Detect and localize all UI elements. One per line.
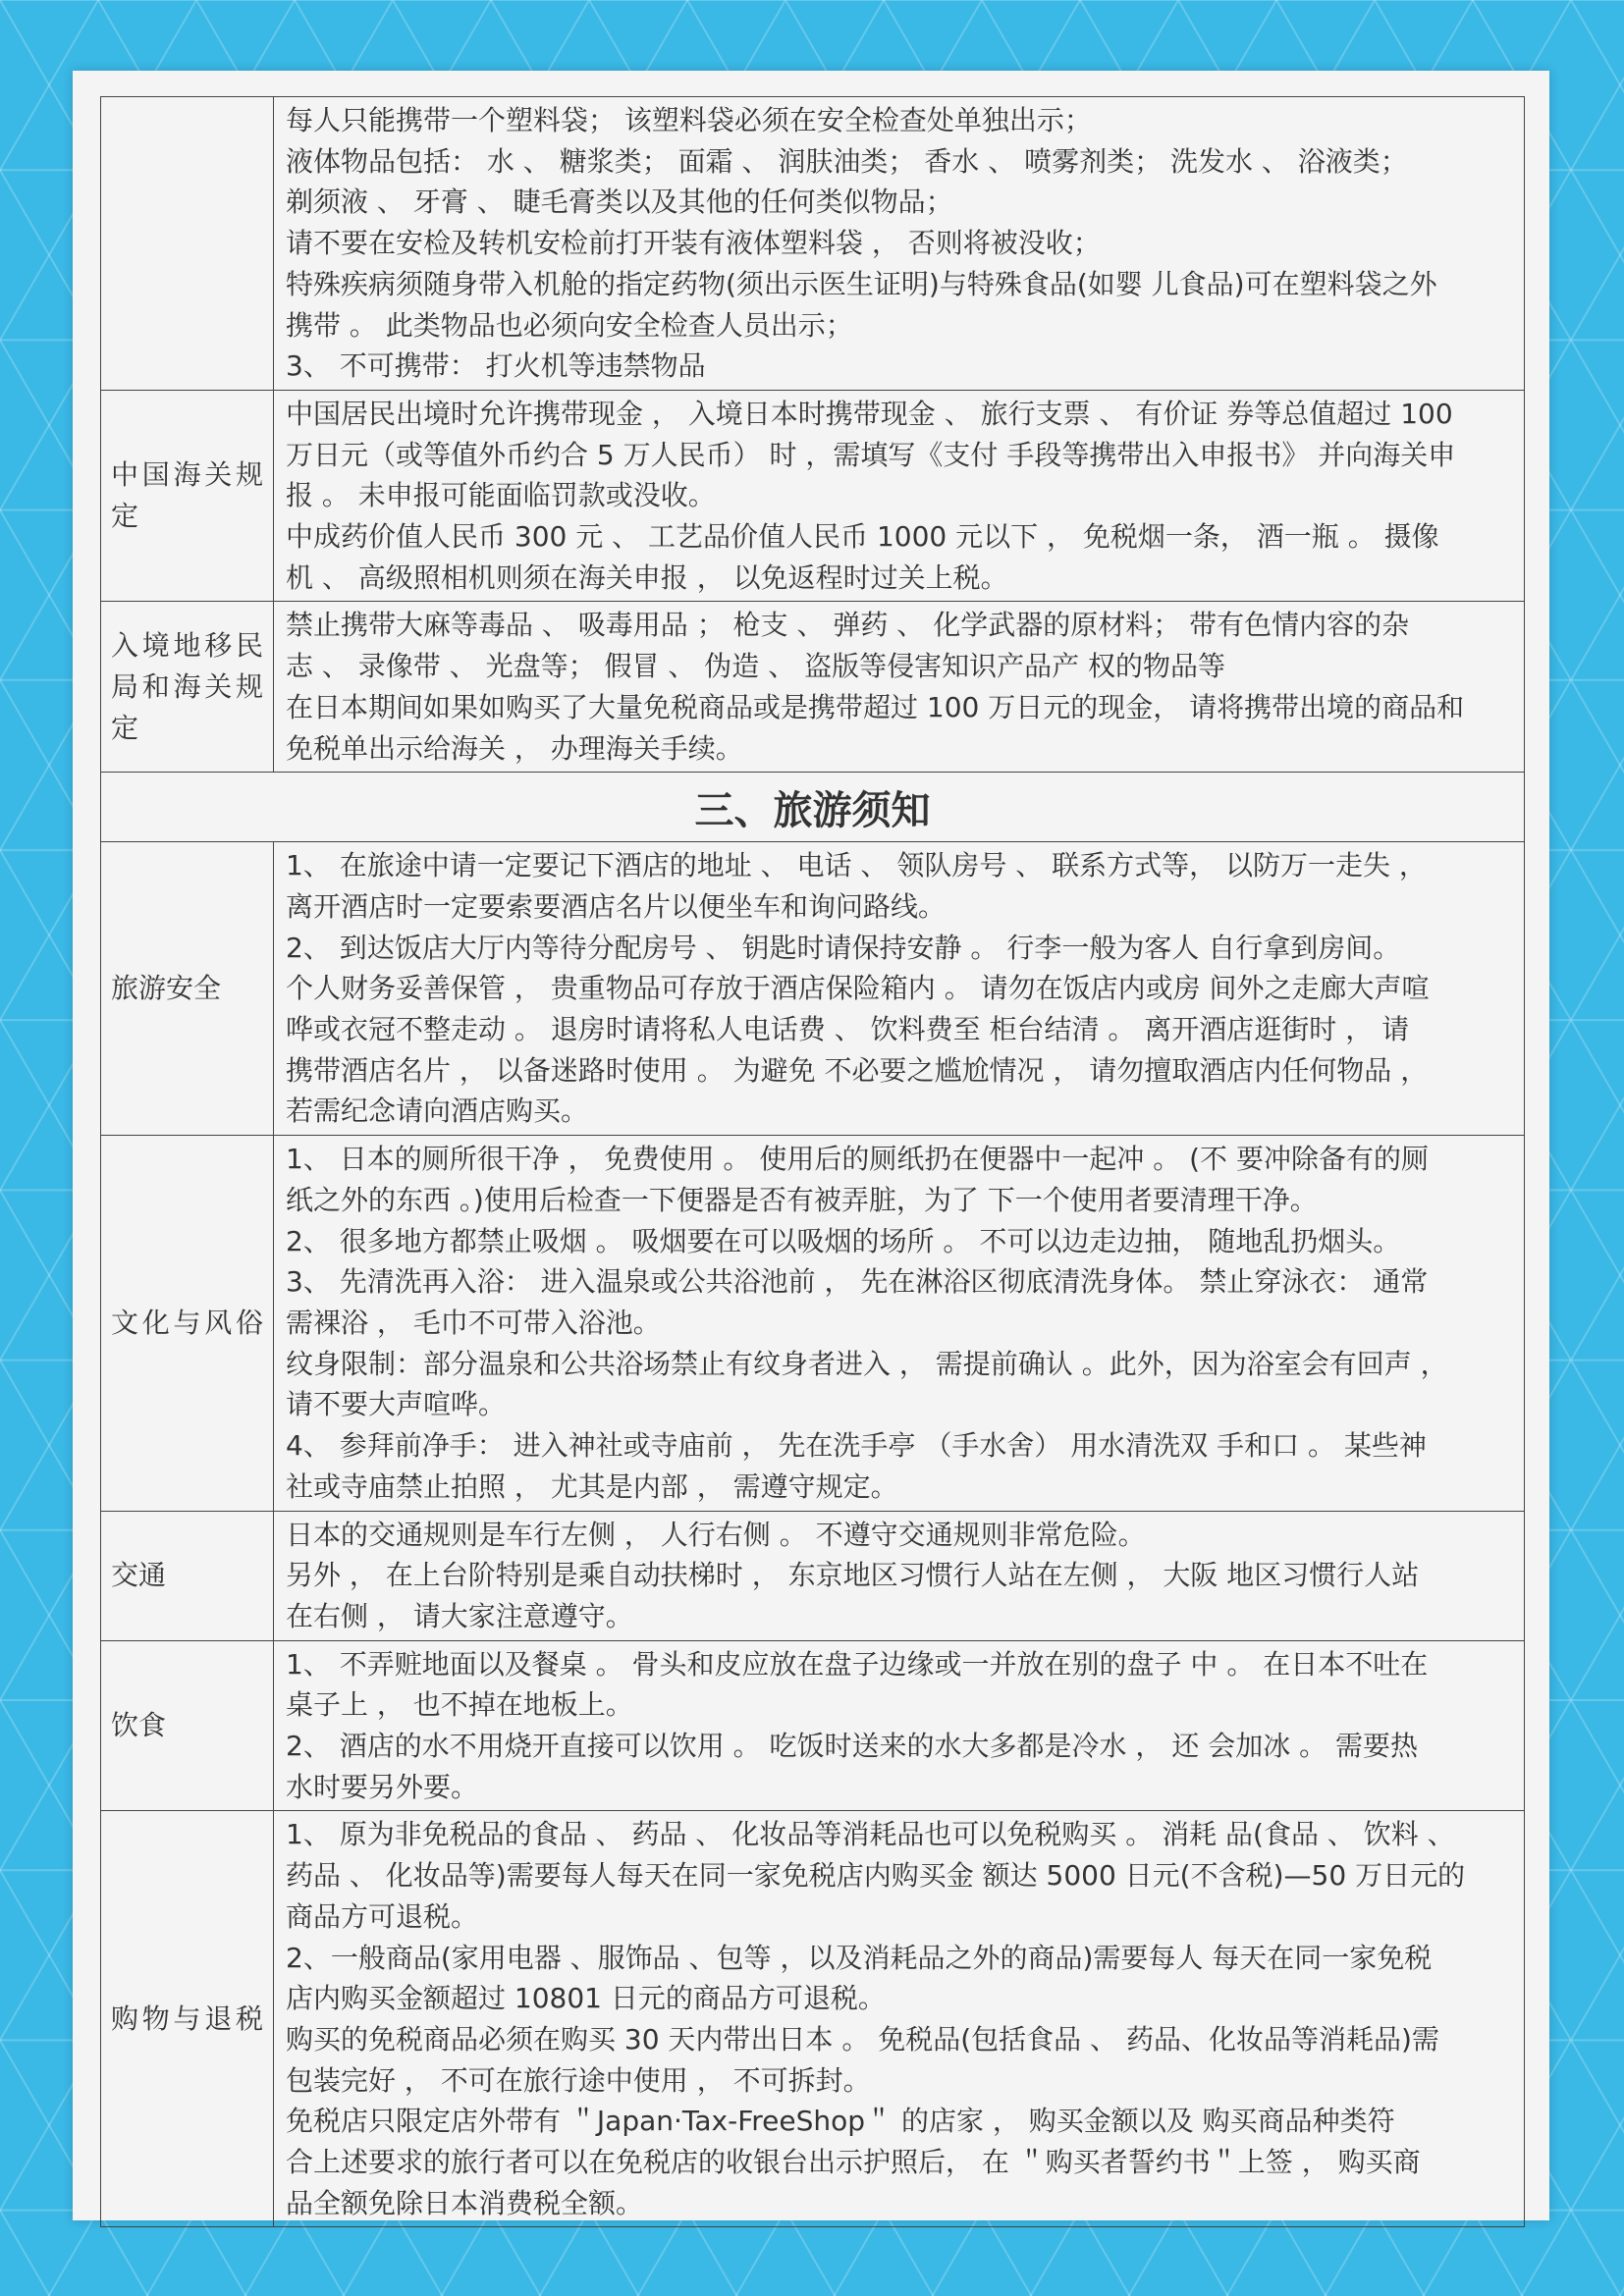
text-line: 特殊疾病须随身带入机舱的指定药物(须出示医生证明)与特殊食品(如婴 儿食品)可在塑料袋之外 [286,267,1437,300]
row-content [274,1136,1525,1511]
text-line: 万日元（或等值外币约合 5 万人民币） 时 ，需填写《支付 手段等携带出入申报书》 并向海关申 [286,438,1456,471]
text-line: 离开酒店时一定要索要酒店名片以便坐车和询问路线。 [286,889,947,923]
text-line: 1、 不弄赃地面以及餐桌 。 骨头和皮应放在盘子边缘或一并放在别的盘子 中 。 在日本不吐在 [286,1647,1429,1681]
text-line: 购买的免税商品必须在购买 30 天内带出日本 。 免税品(包括食品 、 药品、化妆品等消耗品)需 [286,2022,1439,2056]
text-line: 机 、 高级照相机则须在海关申报 ， 以免返程时过关上税。 [286,561,1008,594]
text-line: 4、 参拜前净手： 进入神社或寺庙前 ， 先在洗手亭 （手水舍） 用水清洗双 手和口 。 某些神 [286,1429,1427,1463]
text-line: 合上述要求的旅行者可以在免税店的收银台出示护照后， 在 ＂购买者誓约书＂上签 ， 购买商 [286,2146,1421,2179]
row-label: 交通 [101,1511,274,1640]
row-content [274,1511,1525,1640]
row-label [101,97,274,391]
table-row [101,97,1525,391]
table-row [101,602,1525,773]
row-label: 中国海关规定 [101,390,274,602]
text-line: 日本的交通规则是车行左侧 ， 人行右侧 。 不遵守交通规则非常危险。 [286,1518,1146,1551]
text-line: 水时要另外要。 [286,1770,479,1803]
text-line: 1、 原为非免税品的食品 、 药品 、 化妆品等消耗品也可以免税购买 。 消耗 品(食品 、 饮料 、 [286,1818,1455,1851]
row-label: 饮食 [101,1640,274,1811]
row-content [274,1811,1525,2227]
row-content [274,842,1525,1136]
text-line: 在日本期间如果如购买了大量免税商品或是携带超过 100 万日元的现金， 请将携带出境的商品和 [286,690,1465,723]
text-line: 哗或衣冠不整走动 。 退房时请将私人电话费 、 饮料费至 柜台结清 。 离开酒店逛街时 ， 请 [286,1013,1410,1046]
table-row [101,1640,1525,1811]
table-row [101,1811,1525,2227]
table-row [101,1511,1525,1640]
table-row [101,842,1525,1136]
text-line: 免税单出示给海关 ， 办理海关手续。 [286,731,743,765]
text-line: 剃须液 、 牙膏 、 睫毛膏类以及其他的任何类似物品； [286,186,953,219]
text-line: 需裸浴 ， 毛巾不可带入浴池。 [286,1306,661,1339]
text-line: 2、 很多地方都禁止吸烟 。 吸烟要在可以吸烟的场所 。 不可以边走边抽， 随地乱扔烟头。 [286,1224,1401,1257]
text-line: 3、 先清洗再入浴： 进入温泉或公共浴池前 ， 先在淋浴区彻底清洗身体。 禁止穿泳衣： 通常 [286,1265,1429,1299]
text-line: 药品 、 化妆品等)需要每人每天在同一家免税店内购买金 额达 5000 日元(不含税)—50 万日元的 [286,1859,1466,1893]
text-line: 液体物品包括： 水 、 糖浆类； 面霜 、 润肤油类； 香水 、 喷雾剂类； 洗发水 、 浴液类； [286,144,1408,178]
text-line: 品全额免除日本消费税全额。 [286,2186,644,2219]
text-line: 2、 到达饭店大厅内等待分配房号 、 钥匙时请保持安静 。 行李一般为客人 自行拿到房间。 [286,931,1401,964]
row-label: 文化与风俗 [101,1136,274,1511]
row-label: 入境地移民局和海关规定 [101,602,274,773]
text-line: 纸之外的东西 。)使用后检查一下便器是否有被弄脏，为了 下一个使用者要清理干净。 [286,1183,1318,1216]
text-line: 2、 酒店的水不用烧开直接可以饮用 。 吃饭时送来的水大多都是冷水 ， 还 会加冰 。 需要热 [286,1730,1419,1763]
text-line: 每人只能携带一个塑料袋； 该塑料袋必须在安全检查处单独出示； [286,104,1092,136]
text-line: 免税店只限定店外带有 ＂Japan·Tax-FreeShop＂ 的店家 ， 购买金额以及 购买商品种类符 [286,2105,1395,2138]
text-line: 携带 。 此类物品也必须向安全检查人员出示； [286,308,853,342]
text-line: 社或寺庙禁止拍照 ， 尤其是内部 ， 需遵守规定。 [286,1469,898,1503]
text-line: 报 。 未申报可能面临罚款或没收。 [286,479,716,512]
table-row [101,1136,1525,1511]
travel-notice-table [100,96,1525,2227]
text-line: 包装完好 ， 不可在旅行途中使用 ， 不可拆封。 [286,2063,871,2097]
row-content [274,97,1525,391]
text-line: 请不要在安检及转机安检前打开装有液体塑料袋 ， 否则将被没收； [286,227,1101,260]
section-title: 三、旅游须知 [101,773,1525,842]
text-line: 若需纪念请向酒店购买。 [286,1095,589,1128]
text-line: 1、 在旅途中请一定要记下酒店的地址 、 电话 、 领队房号 、 联系方式等， 以防万一走失 ， [286,849,1427,882]
section-title-row [101,773,1525,842]
text-line: 在右侧 ， 请大家注意遵守。 [286,1599,633,1632]
text-line: 志 、 录像带 、 光盘等； 假冒 、 伪造 、 盗版等侵害知识产品产 权的物品等 [286,650,1226,683]
text-line: 店内购买金额超过 10801 日元的商品方可退税。 [286,1982,886,2015]
text-line: 中国居民出境时允许携带现金 ， 入境日本时携带现金 、 旅行支票 、 有价证 券等总值超过 100 [286,397,1453,430]
text-line: 个人财务妥善保管 ， 贵重物品可存放于酒店保险箱内 。 请勿在饭店内或房 间外之走廊大声喧 [286,972,1430,1005]
text-line: 1、 日本的厕所很干净 ， 免费使用 。 使用后的厕纸扔在便器中一起冲 。 (不 要冲除备有的厕 [286,1143,1429,1176]
text-line: 桌子上 ， 也不掉在地板上。 [286,1688,633,1722]
text-line: 3、 不可携带： 打火机等违禁物品 [286,349,706,383]
row-content [274,390,1525,602]
text-line: 携带酒店名片 ， 以备迷路时使用 。 为避免 不必要之尴尬情况 ， 请勿擅取酒店内任何物品 ， [286,1053,1429,1087]
text-line: 禁止携带大麻等毒品 、 吸毒用品 ； 枪支 、 弹药 、 化学武器的原材料； 带有色情内容的杂 [286,609,1410,642]
text-line: 商品方可退税。 [286,1899,479,1933]
text-line: 中成药价值人民币 300 元 、 工艺品价值人民币 1000 元以下 ， 免税烟一条， 酒一瓶 。 摄像 [286,520,1439,554]
text-line: 请不要大声喧哗。 [286,1388,507,1421]
text-line: 另外 ， 在上台阶特别是乘自动扶梯时 ， 东京地区习惯行人站在左侧 ， 大阪 地区习惯行人站 [286,1559,1420,1592]
table-row [101,390,1525,602]
text-line: 2、一般商品(家用电器 、服饰品 、包等 ，以及消耗品之外的商品)需要每人 每天在同一家免税 [286,1941,1433,1974]
text-line: 纹身限制：部分温泉和公共浴场禁止有纹身者进入 ， 需提前确认 。此外，因为浴室会有回声 ， [286,1347,1448,1380]
row-content [274,602,1525,773]
row-label: 旅游安全 [101,842,274,1136]
row-label: 购物与退税 [101,1811,274,2227]
row-content [274,1640,1525,1811]
